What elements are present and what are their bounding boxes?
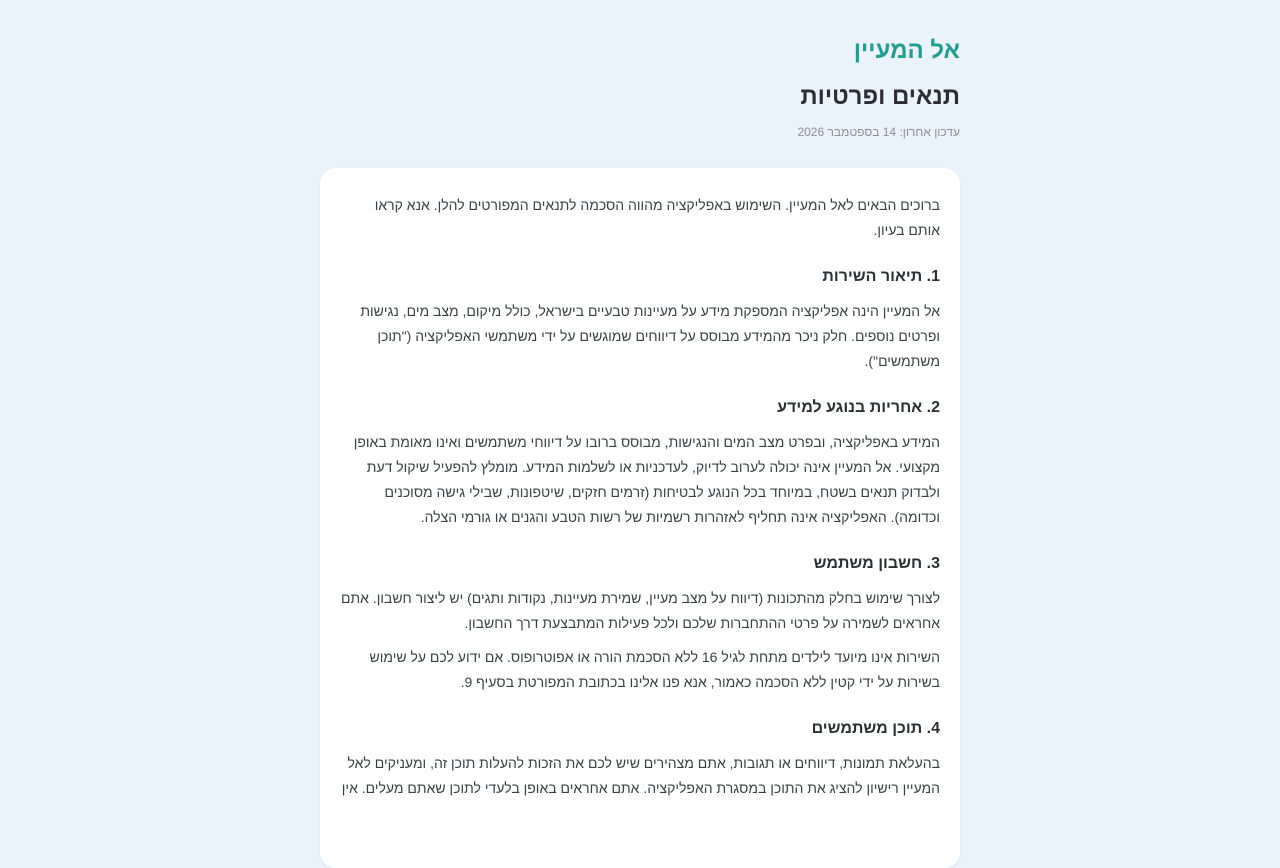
section-paragraph: השירות אינו מיועד לילדים מתחת לגיל 16 ללא הסכמת הורה או אפוטרופוס. אם ידוע לכם על שימוש בשירות על ידי קטין ללא הסכמה כאמור, אנא פנו אלינו בכתובת המפורטת בסעיף 9. [369,649,940,690]
section-paragraph: לצורך שימוש בחלק מהתכונות (דיווח על מצב מעיין, שמירת מעיינות, נקודות ותגים) יש ליצור חשבון. אתם אחראים לשמירה על פרטי ההתחברות שלכם ולכל פעילות המתבצעת דרך החשבון. [340,590,940,631]
section-paragraph: המידע באפליקציה, ובפרט מצב המים והנגישות, מבוסס ברובו על דיווחי משתמשים ואינו מאומת באופן מקצועי. אל המעיין אינה יכולה לערוב לדיוק, לעדכניות או לשלמות המידע. מומלץ להפעיל שיקול דעת ולבדוק תנאים בשטח, במיוחד בכל הנוגע לבטיחות (זרמים חזקים, שיטפונות, שבילי גישה מסוכנים וכדומה). האפליקציה אינה תחליף לאזהרות רשמיות של רשות הטבע והגנים או גורמי הצלה. [353,434,940,525]
section-user-content [340,719,940,801]
section-heading: 1. תיאור השירות [822,268,940,285]
section-heading: 4. תוכן משתמשים [811,720,940,737]
brand-logo-text[interactable]: אל המעיין [853,37,960,64]
page-header [320,0,960,139]
last-updated-date: עדכון אחרון: 14 בספטמבר 2026 [797,125,960,139]
section-paragraph: בהעלאת תמונות, דיווחים או תגובות, אתם מצהירים שיש לכם את הזכות להעלות תוכן זה, ומעניקים לאל המעיין רישיון להציג את התוכן במסגרת האפליקציה. אתם אחראים באופן בלעדי לתוכן שאתם מעלים. אין [341,755,940,796]
section-user-account [340,554,940,695]
section-paragraph: אל המעיין הינה אפליקציה המספקת מידע על מעיינות טבעיים בישראל, כולל מיקום, מצב מים, נגישות ופרטים נוספים. חלק ניכר מהמידע מבוסס על דיווחים שמוגשים על ידי משתמשי האפליקציה ("תוכן משתמשים"). [360,303,940,369]
section-heading: 2. אחריות בנוגע למידע [777,399,940,416]
terms-page [320,0,960,796]
section-information-liability [340,398,940,530]
section-service-description [340,267,940,374]
section-heading: 3. חשבון משתמש [813,555,940,572]
page-title: תנאים ופרטיות [800,83,960,110]
intro-paragraph: ברוכים הבאים לאל המעיין. השימוש באפליקציה מהווה הסכמה לתנאים המפורטים להלן. אנא קראו אותם בעיון. [374,197,940,238]
terms-card [320,168,960,868]
